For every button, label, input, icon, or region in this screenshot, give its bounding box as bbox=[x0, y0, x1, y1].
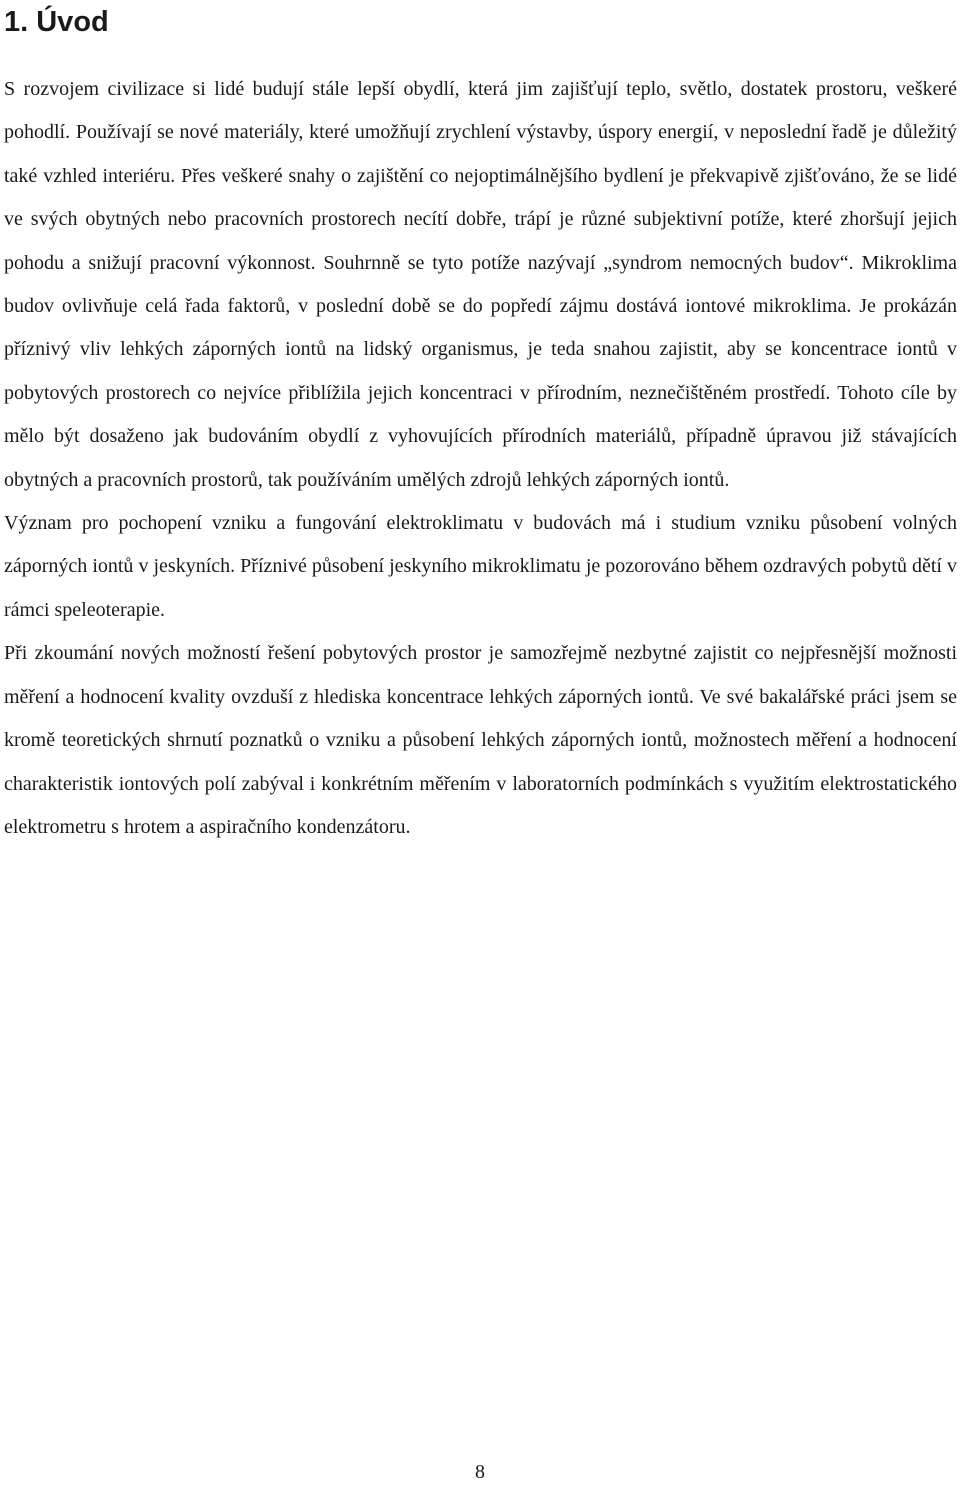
paragraph-3: Při zkoumání nových možností řešení pobytových prostor je samozřejmě nezbytné zajistit co nejpřesnější možnosti měření a hodnocení kvality ovzduší z hlediska koncentrace lehkých záporných iontů. Ve své bakalářské práci jsem se kromě teoretických shrnutí poznatků o vzniku a působení lehkých záporných iontů, možnostech měření a hodnocení charakteristik iontových polí zabýval i konkrétním měřením v laboratorních podmínkách s využitím elektrostatického elektrometru s hrotem a aspiračního kondenzátoru. bbox=[4, 642, 957, 838]
paragraph-2: Význam pro pochopení vzniku a fungování elektroklimatu v budovách má i studium vzniku působení volných záporných iontů v jeskyních. Příznivé působení jeskyního mikroklimatu je pozorováno během ozdravých pobytů dětí v rámci speleoterapie. bbox=[4, 512, 957, 621]
section-heading: 1. Úvod bbox=[4, 6, 109, 38]
body-text bbox=[4, 68, 957, 849]
paragraph-1: S rozvojem civilizace si lidé budují stále lepší obydlí, která jim zajišťují teplo, světlo, dostatek prostoru, veškeré pohodlí. Používají se nové materiály, které umožňují zrychlení výstavby, úspory energií, v neposlední řadě je důležitý také vzhled interiéru. Přes veškeré snahy o zajištění co nejoptimálnějšího bydlení je překvapivě zjišťováno, že se lidé ve svých obytných nebo pracovních prostorech necítí dobře, trápí je různé subjektivní potíže, které zhoršují jejich pohodu a snižují pracovní výkonnost. Souhrnně se tyto potíže nazývají „syndrom nemocných budov“. Mikroklima budov ovlivňuje celá řada faktorů, v poslední době se do popředí zájmu dostává iontové mikroklima. Je prokázán příznivý vliv lehkých záporných iontů na lidský organismus, je teda snahou zajistit, aby se koncentrace iontů v pobytových prostorech co nejvíce přiblížila jejich koncentraci v přírodním, neznečištěném prostředí. Tohoto cíle by mělo být dosaženo jak budováním obydlí z vyhovujících přírodních materiálů, případně úpravou již stávajících obytných a pracovních prostorů, tak používáním umělých zdrojů lehkých záporných iontů. bbox=[4, 78, 957, 491]
page-number: 8 bbox=[475, 1461, 485, 1483]
